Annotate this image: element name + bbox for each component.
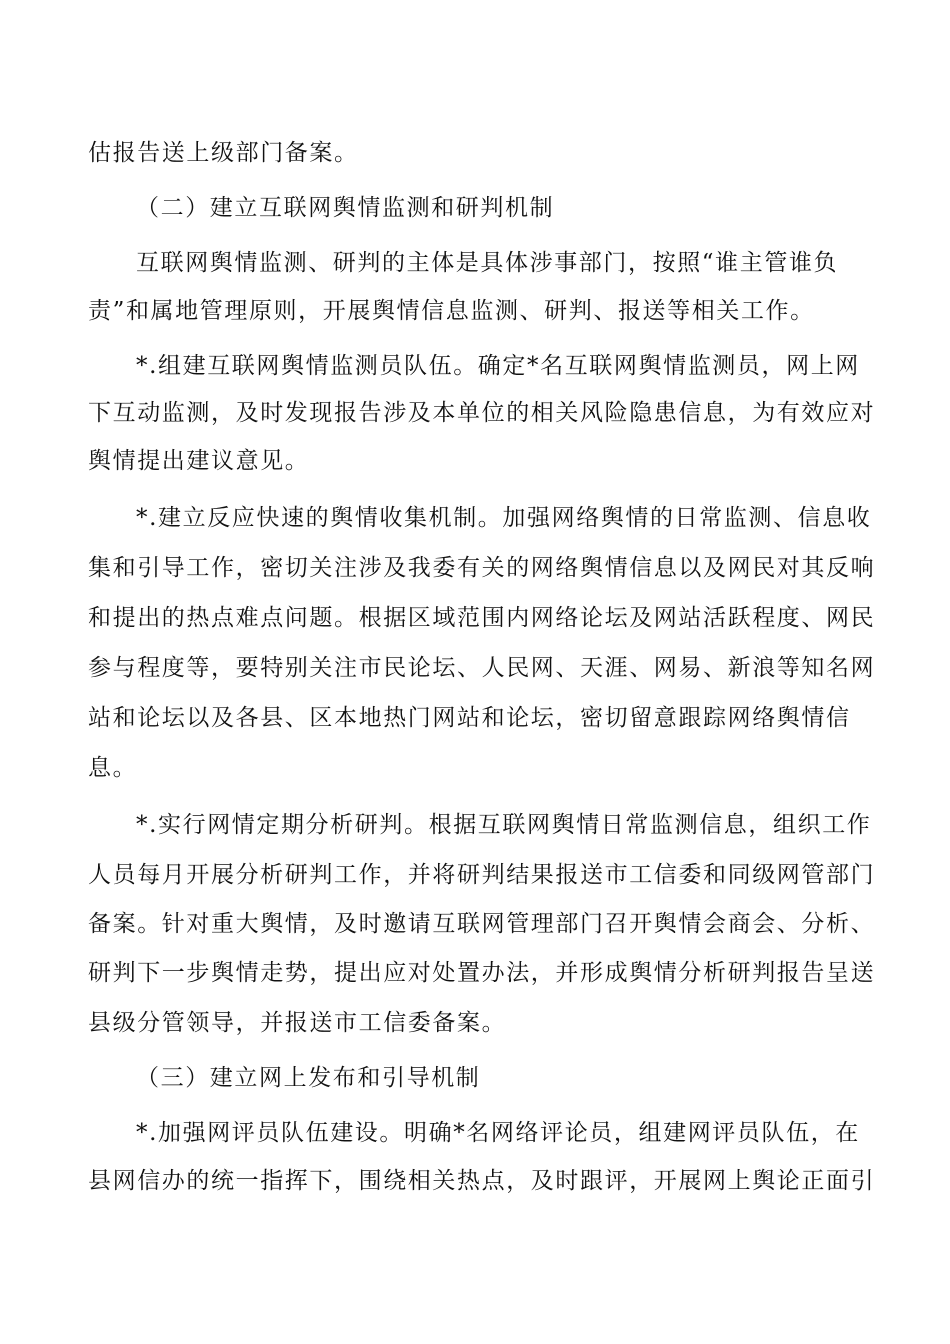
paragraph-line: *.实行网情定期分析研判。根据互联网舆情日常监测信息，组织工作 xyxy=(136,812,872,838)
paragraph-line: 息。 xyxy=(88,755,138,781)
paragraph-line: 互联网舆情监测、研判的主体是具体涉事部门，按照“谁主管谁负 xyxy=(136,250,839,276)
section-heading: （二）建立互联网舆情监测和研判机制 xyxy=(136,195,555,221)
section-heading: （三）建立网上发布和引导机制 xyxy=(136,1065,481,1091)
paragraph-line: *.加强网评员队伍建设。明确*名网络评论员，组建网评员队伍，在 xyxy=(136,1120,860,1146)
paragraph-line: 人员每月开展分析研判工作，并将研判结果报送市工信委和同级网管部门 xyxy=(88,862,876,888)
paragraph-line: 舆情提出建议意见。 xyxy=(88,448,310,474)
paragraph-line: 和提出的热点难点问题。根据区域范围内网络论坛及网站活跃程度、网民 xyxy=(88,605,876,631)
paragraph-line: 县级分管领导，并报送市工信委备案。 xyxy=(88,1010,507,1036)
paragraph-line: 责”和属地管理原则，开展舆情信息监测、研判、报送等相关工作。 xyxy=(88,298,815,324)
paragraph-line: 下互动监测，及时发现报告涉及本单位的相关风险隐患信息，为有效应对 xyxy=(88,400,876,426)
paragraph-line: 县网信办的统一指挥下，围绕相关热点，及时跟评，开展网上舆论正面引 xyxy=(88,1168,876,1194)
paragraph-line: 估报告送上级部门备案。 xyxy=(88,140,359,166)
paragraph-line: 站和论坛以及各县、区本地热门网站和论坛，密切留意跟踪网络舆情信 xyxy=(88,705,851,731)
paragraph-line: 备案。针对重大舆情，及时邀请互联网管理部门召开舆情会商会、分析、 xyxy=(88,911,876,937)
paragraph-line: 研判下一步舆情走势，提出应对处置办法，并形成舆情分析研判报告呈送 xyxy=(88,960,876,986)
paragraph-line: 集和引导工作，密切关注涉及我委有关的网络舆情信息以及网民对其反响 xyxy=(88,555,876,581)
paragraph-line: *.组建互联网舆情监测员队伍。确定*名互联网舆情监测员，网上网 xyxy=(136,353,860,379)
paragraph-line: *.建立反应快速的舆情收集机制。加强网络舆情的日常监测、信息收 xyxy=(136,505,872,531)
paragraph-line: 参与程度等，要特别关注市民论坛、人民网、天涯、网易、新浪等知名网 xyxy=(88,655,876,681)
